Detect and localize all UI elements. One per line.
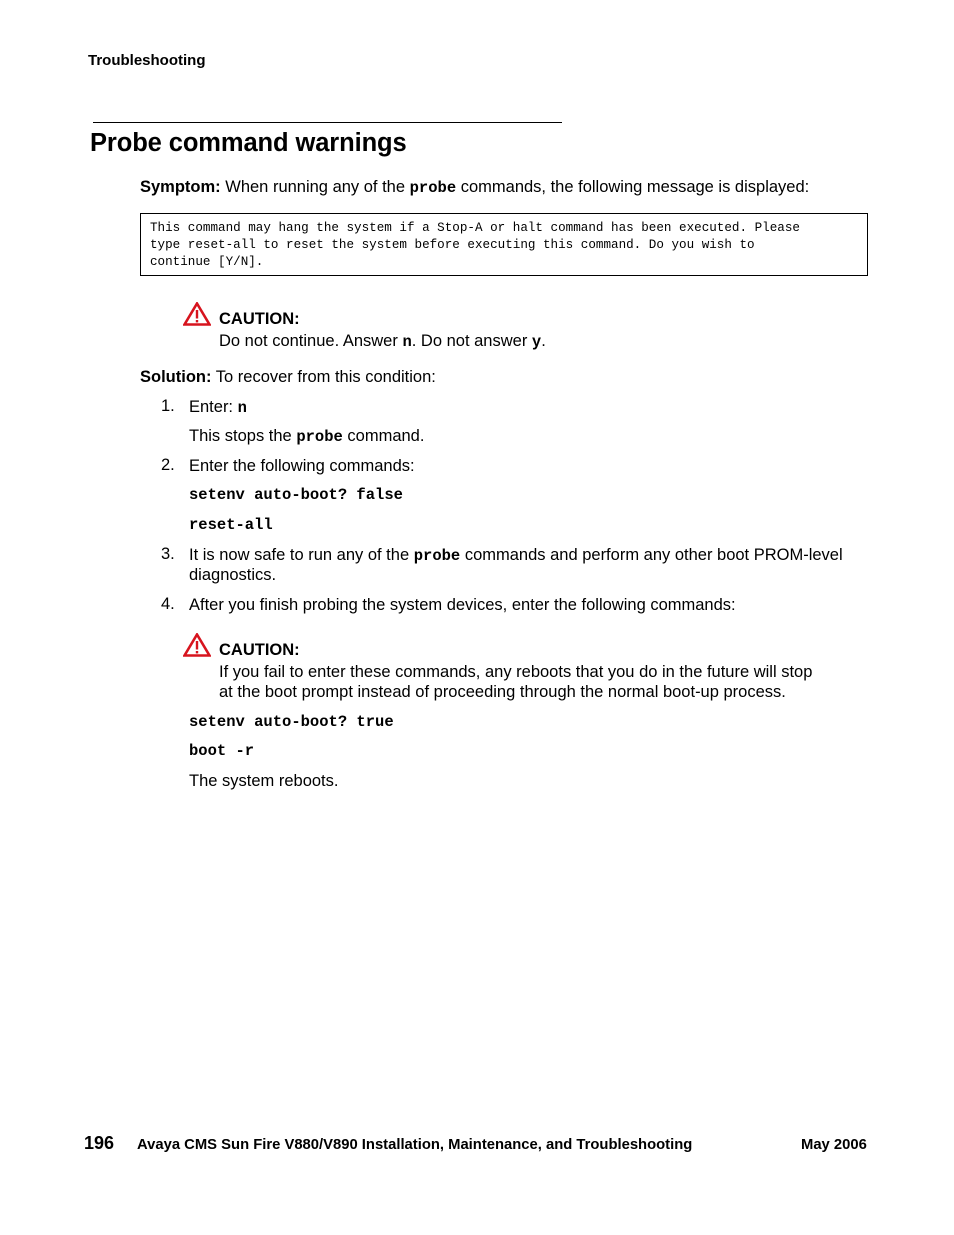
step-number: 3. bbox=[161, 545, 175, 563]
caution-text-part: . bbox=[541, 332, 546, 350]
step-3-code: probe bbox=[413, 547, 461, 565]
caution-text-line: at the boot prompt instead of proceeding through the normal boot-up process. bbox=[219, 683, 786, 701]
section-rule bbox=[93, 122, 562, 123]
answer-y-code: y bbox=[531, 333, 542, 351]
step-1-text bbox=[189, 397, 247, 418]
step-4-result: The system reboots. bbox=[189, 772, 339, 790]
solution-paragraph bbox=[140, 367, 436, 387]
step-1-result-code: probe bbox=[296, 428, 343, 446]
symptom-command: probe bbox=[409, 179, 457, 197]
running-head: Troubleshooting bbox=[88, 52, 206, 69]
warning-triangle-icon bbox=[183, 633, 211, 657]
step-text: It is now safe to run any of the bbox=[189, 546, 414, 564]
step-number: 4. bbox=[161, 595, 175, 613]
caution-label: CAUTION: bbox=[219, 641, 300, 659]
command-line: setenv auto-boot? false bbox=[189, 486, 403, 504]
command-line: boot -r bbox=[189, 742, 255, 760]
footer-doc-title: Avaya CMS Sun Fire V880/V890 Installation, Maintenance, and Troubleshooting bbox=[137, 1137, 693, 1153]
step-1-code: n bbox=[237, 399, 247, 417]
symptom-paragraph bbox=[140, 177, 809, 198]
message-line: continue [Y/N]. bbox=[150, 255, 264, 269]
symptom-label: Symptom: bbox=[140, 178, 221, 196]
message-line: This command may hang the system if a Stop-A or halt command has been executed. Please bbox=[150, 221, 800, 235]
solution-label: Solution: bbox=[140, 368, 212, 386]
step-3-text-line2: diagnostics. bbox=[189, 566, 277, 584]
caution-text-line: If you fail to enter these commands, any reboots that you do in the future will stop bbox=[219, 663, 813, 681]
caution-text bbox=[219, 331, 546, 352]
step-text: commands and perform any other boot PROM-level bbox=[460, 546, 843, 564]
message-box-text bbox=[150, 220, 865, 271]
section-title: Probe command warnings bbox=[90, 129, 407, 157]
page-number: 196 bbox=[84, 1133, 115, 1153]
caution-text-part: Do not continue. Answer bbox=[219, 332, 403, 350]
command-line: setenv auto-boot? true bbox=[189, 713, 394, 731]
step-1-result bbox=[189, 426, 424, 447]
symptom-text-after: commands, the following message is displayed: bbox=[456, 178, 810, 196]
step-number: 1. bbox=[161, 397, 175, 415]
message-line: type reset-all to reset the system before executing this command. Do you wish to bbox=[150, 238, 755, 252]
step-3-text bbox=[189, 545, 843, 566]
command-line: reset-all bbox=[189, 516, 273, 534]
step-2-text: Enter the following commands: bbox=[189, 457, 415, 475]
symptom-text-before: When running any of the bbox=[220, 178, 410, 196]
step-result-text: command. bbox=[342, 427, 425, 445]
caution-label: CAUTION: bbox=[219, 310, 300, 328]
solution-text: To recover from this condition: bbox=[211, 368, 436, 386]
message-box bbox=[140, 213, 868, 276]
step-text: Enter: bbox=[189, 398, 238, 416]
warning-triangle-icon bbox=[183, 302, 211, 326]
caution-text-part: . Do not answer bbox=[411, 332, 532, 350]
answer-n-code: n bbox=[402, 333, 412, 351]
step-number: 2. bbox=[161, 456, 175, 474]
step-result-text: This stops the bbox=[189, 427, 297, 445]
footer-date: May 2006 bbox=[801, 1137, 867, 1153]
step-4-text: After you finish probing the system devices, enter the following commands: bbox=[189, 596, 736, 614]
